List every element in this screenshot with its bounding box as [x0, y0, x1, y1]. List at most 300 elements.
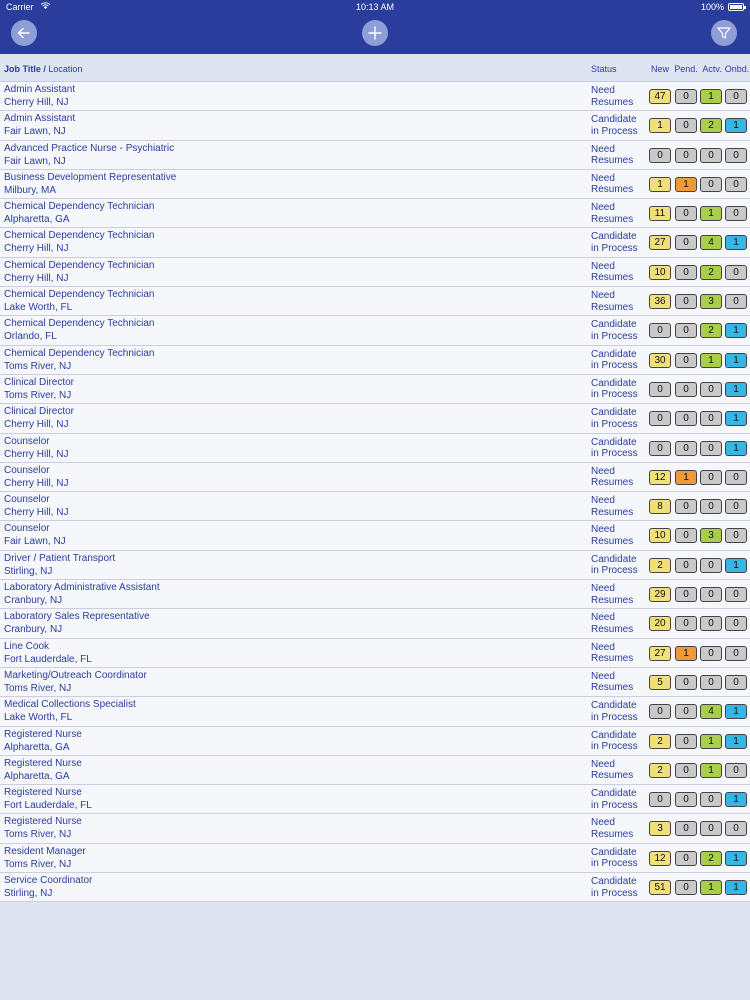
status-line-2: in Process	[591, 125, 638, 137]
job-title-header: Job Title	[4, 64, 41, 74]
job-title: Chemical Dependency Technician	[4, 347, 155, 359]
onboarded-count-badge[interactable]: 0	[725, 528, 747, 543]
job-status	[591, 642, 633, 665]
job-location: Fort Lauderdale, FL	[4, 653, 92, 665]
job-location: Cherry Hill, NJ	[4, 272, 69, 284]
job-title: Service Coordinator	[4, 875, 93, 887]
job-title: Admin Assistant	[4, 113, 76, 125]
active-count-badge[interactable]: 1	[700, 353, 722, 368]
new-count-badge[interactable]: 0	[649, 441, 671, 456]
status-line-1: Need	[591, 172, 615, 184]
job-location: Alpharetta, GA	[4, 214, 70, 226]
new-count-badge[interactable]: 20	[649, 616, 671, 631]
job-location: Cherry Hill, NJ	[4, 507, 69, 519]
onboarded-count-badge[interactable]: 0	[725, 646, 747, 661]
job-row[interactable]	[0, 873, 750, 902]
job-status	[591, 114, 638, 137]
onboarded-count-badge[interactable]: 0	[725, 294, 747, 309]
status-line-1: Candidate	[591, 788, 637, 800]
job-row[interactable]	[0, 609, 750, 638]
active-count-badge[interactable]: 0	[700, 792, 722, 807]
status-line-1: Need	[591, 143, 615, 155]
job-location: Cherry Hill, NJ	[4, 448, 69, 460]
pending-count-badge[interactable]: 0	[675, 528, 697, 543]
job-status	[591, 847, 638, 870]
job-title: Counselor	[4, 435, 50, 447]
job-title: Resident Manager	[4, 845, 86, 857]
status-line-2: Resumes	[591, 155, 634, 167]
pending-count-badge[interactable]: 1	[675, 646, 697, 661]
job-title: Chemical Dependency Technician	[4, 201, 155, 213]
job-status	[591, 290, 633, 313]
active-count-badge[interactable]: 0	[700, 558, 722, 573]
job-title: Registered Nurse	[4, 787, 82, 799]
job-row[interactable]	[0, 111, 750, 140]
pending-count-badge[interactable]: 0	[675, 734, 697, 749]
job-row[interactable]	[0, 346, 750, 375]
active-count-badge[interactable]: 0	[700, 587, 722, 602]
onboarded-count-badge[interactable]: 0	[725, 148, 747, 163]
status-line-2: Resumes	[591, 184, 634, 196]
job-title: Registered Nurse	[4, 728, 82, 740]
active-count-badge[interactable]: 4	[700, 704, 722, 719]
job-title: Counselor	[4, 523, 50, 535]
job-title: Counselor	[4, 494, 50, 506]
active-count-badge[interactable]: 1	[700, 206, 722, 221]
new-count-badge[interactable]: 30	[649, 353, 671, 368]
active-count-badge[interactable]: 2	[700, 265, 722, 280]
active-count-badge[interactable]: 1	[700, 880, 722, 895]
status-line-1: Need	[591, 85, 615, 96]
job-title: Medical Collections Specialist	[4, 699, 136, 711]
job-status	[591, 612, 633, 635]
job-row[interactable]	[0, 258, 750, 287]
onboarded-count-badge[interactable]: 0	[725, 587, 747, 602]
new-count-badge[interactable]: 0	[649, 411, 671, 426]
status-line-1: Candidate	[591, 876, 637, 888]
onboarded-count-badge[interactable]: 1	[725, 704, 747, 719]
job-location: Cherry Hill, NJ	[4, 97, 69, 108]
status-line-2: in Process	[591, 858, 638, 870]
new-count-badge[interactable]: 12	[649, 470, 671, 485]
job-status	[591, 554, 638, 577]
job-title: Admin Assistant	[4, 84, 76, 95]
job-location: Alpharetta, GA	[4, 741, 70, 753]
job-row[interactable]	[0, 375, 750, 404]
status-line-1: Candidate	[591, 319, 637, 331]
status-line-2: in Process	[591, 565, 638, 577]
new-count-badge[interactable]: 2	[649, 734, 671, 749]
pending-count-badge[interactable]: 0	[675, 89, 697, 104]
new-count-badge[interactable]: 27	[649, 235, 671, 250]
onboarded-count-badge[interactable]: 1	[725, 235, 747, 250]
status-line-2: Resumes	[591, 594, 634, 606]
status-line-1: Need	[591, 290, 615, 302]
job-status	[591, 261, 633, 284]
pending-count-badge[interactable]: 0	[675, 499, 697, 514]
job-location: Cherry Hill, NJ	[4, 477, 69, 489]
job-row[interactable]	[0, 580, 750, 609]
plus-icon	[367, 25, 383, 41]
job-status	[591, 730, 638, 753]
job-location: Cranbury, NJ	[4, 595, 63, 607]
job-location: Lake Worth, FL	[4, 712, 73, 724]
job-location: Toms River, NJ	[4, 829, 72, 841]
status-line-1: Need	[591, 495, 615, 507]
job-title: Marketing/Outreach Coordinator	[4, 669, 147, 681]
active-count-badge[interactable]: 0	[700, 646, 722, 661]
job-row[interactable]	[0, 199, 750, 228]
new-count-badge[interactable]: 36	[649, 294, 671, 309]
status-line-2: in Process	[591, 448, 638, 460]
job-row[interactable]	[0, 668, 750, 697]
job-location: Milbury, MA	[4, 184, 57, 196]
status-line-2: Resumes	[591, 682, 634, 694]
job-row[interactable]	[0, 814, 750, 843]
job-title: Registered Nurse	[4, 757, 82, 769]
status-line-1: Need	[591, 612, 615, 624]
pending-count-badge[interactable]: 0	[675, 441, 697, 456]
carrier-label: Carrier	[6, 2, 34, 12]
job-location: Stirling, NJ	[4, 565, 53, 577]
onboarded-count-badge[interactable]: 1	[725, 323, 747, 338]
job-row[interactable]	[0, 492, 750, 521]
status-line-1: Need	[591, 524, 615, 536]
job-row[interactable]	[0, 727, 750, 756]
job-row[interactable]	[0, 463, 750, 492]
job-location: Fair Lawn, NJ	[4, 126, 66, 138]
new-count-badge[interactable]: 0	[649, 704, 671, 719]
job-row[interactable]	[0, 844, 750, 873]
onboarded-count-badge[interactable]: 1	[725, 353, 747, 368]
active-count-badge[interactable]: 3	[700, 294, 722, 309]
pending-count-badge[interactable]: 0	[675, 704, 697, 719]
active-count-badge[interactable]: 4	[700, 235, 722, 250]
job-row[interactable]	[0, 316, 750, 345]
onboarded-count-badge[interactable]: 0	[725, 265, 747, 280]
job-status	[591, 495, 633, 518]
status-line-1: Need	[591, 670, 615, 682]
active-count-badge[interactable]: 2	[700, 118, 722, 133]
status-line-1: Need	[591, 583, 615, 595]
job-row[interactable]	[0, 756, 750, 785]
job-row[interactable]	[0, 697, 750, 726]
job-location: Fort Lauderdale, FL	[4, 800, 92, 812]
status-line-1: Candidate	[591, 231, 637, 243]
status-line-2: in Process	[591, 711, 638, 723]
pending-count-badge[interactable]: 0	[675, 411, 697, 426]
back-arrow-icon	[16, 25, 32, 41]
job-title: Line Cook	[4, 640, 50, 652]
status-line-2: Resumes	[591, 653, 634, 665]
job-title: Chemical Dependency Technician	[4, 289, 155, 301]
job-location: Cranbury, NJ	[4, 624, 63, 636]
new-count-badge[interactable]: 11	[649, 206, 671, 221]
filter-button[interactable]	[711, 20, 737, 46]
job-status	[591, 524, 633, 547]
onboarded-count-badge[interactable]: 1	[725, 118, 747, 133]
onboarded-count-badge[interactable]: 1	[725, 880, 747, 895]
job-title-location-header[interactable]	[4, 64, 82, 74]
onboarded-count-badge[interactable]: 0	[725, 470, 747, 485]
new-count-badge[interactable]: 10	[649, 528, 671, 543]
job-status	[591, 202, 633, 225]
job-status	[591, 319, 638, 342]
status-line-2: in Process	[591, 330, 638, 342]
status-line-1: Need	[591, 758, 615, 770]
job-status	[591, 876, 638, 899]
pending-count-badge[interactable]: 0	[675, 821, 697, 836]
pending-count-badge[interactable]: 0	[675, 206, 697, 221]
status-line-2: in Process	[591, 360, 638, 372]
pending-count-badge[interactable]: 0	[675, 382, 697, 397]
onboarded-count-badge[interactable]: 0	[725, 821, 747, 836]
job-title: Driver / Patient Transport	[4, 552, 116, 564]
job-location: Toms River, NJ	[4, 682, 72, 694]
new-count-badge[interactable]: 27	[649, 646, 671, 661]
new-count-badge[interactable]: 1	[649, 118, 671, 133]
active-count-badge[interactable]: 1	[700, 734, 722, 749]
status-line-2: Resumes	[591, 96, 634, 108]
pending-count-badge[interactable]: 0	[675, 265, 697, 280]
add-job-button[interactable]	[362, 20, 388, 46]
new-count-badge[interactable]: 0	[649, 148, 671, 163]
new-count-badge[interactable]: 0	[649, 792, 671, 807]
job-row[interactable]	[0, 287, 750, 316]
job-location: Lake Worth, FL	[4, 302, 73, 314]
onboarded-count-badge[interactable]: 0	[725, 89, 747, 104]
job-row[interactable]	[0, 228, 750, 257]
onboarded-count-badge[interactable]: 1	[725, 411, 747, 426]
pending-count-badge[interactable]: 0	[675, 675, 697, 690]
active-count-badge[interactable]: 0	[700, 177, 722, 192]
job-location: Orlando, FL	[4, 331, 57, 343]
new-count-badge[interactable]: 1	[649, 177, 671, 192]
job-title: Laboratory Administrative Assistant	[4, 582, 160, 594]
pending-count-badge[interactable]: 0	[675, 763, 697, 778]
status-line-2: in Process	[591, 741, 638, 753]
job-title: Business Development Representative	[4, 171, 177, 183]
active-count-badge[interactable]: 0	[700, 411, 722, 426]
status-line-2: in Process	[591, 799, 638, 811]
job-status	[591, 700, 638, 723]
active-count-badge[interactable]: 3	[700, 528, 722, 543]
status-line-2: in Process	[591, 242, 638, 254]
status-line-2: in Process	[591, 389, 638, 401]
active-header[interactable]: Actv.	[702, 64, 722, 74]
pending-count-badge[interactable]: 0	[675, 118, 697, 133]
status-line-1: Need	[591, 465, 615, 477]
status-line-2: Resumes	[591, 506, 634, 518]
pending-count-badge[interactable]: 0	[675, 616, 697, 631]
job-status	[591, 437, 638, 460]
status-line-2: Resumes	[591, 623, 634, 635]
new-count-badge[interactable]: 2	[649, 558, 671, 573]
onboarded-count-badge[interactable]: 1	[725, 792, 747, 807]
header-separator: /	[40, 64, 49, 74]
pending-count-badge[interactable]: 0	[675, 880, 697, 895]
status-line-1: Candidate	[591, 377, 637, 389]
pending-count-badge[interactable]: 0	[675, 323, 697, 338]
active-count-badge[interactable]: 0	[700, 148, 722, 163]
job-status	[591, 85, 633, 108]
job-location: Toms River, NJ	[4, 360, 72, 372]
battery-percent: 100%	[700, 2, 724, 12]
column-header-row	[0, 54, 750, 82]
onboarded-count-badge[interactable]: 1	[725, 558, 747, 573]
new-count-badge[interactable]: 0	[649, 382, 671, 397]
status-line-1: Candidate	[591, 407, 637, 419]
status-line-2: Resumes	[591, 213, 634, 225]
job-location: Fair Lawn, NJ	[4, 536, 66, 548]
onboarded-count-badge[interactable]: 1	[725, 851, 747, 866]
job-status	[591, 231, 638, 254]
job-status	[591, 378, 638, 401]
job-row[interactable]	[0, 434, 750, 463]
status-line-2: Resumes	[591, 770, 634, 782]
job-status	[591, 466, 633, 489]
job-status	[591, 583, 633, 606]
new-count-badge[interactable]: 8	[649, 499, 671, 514]
new-count-badge[interactable]: 10	[649, 265, 671, 280]
new-header[interactable]: New	[650, 64, 669, 74]
active-count-badge[interactable]: 0	[700, 616, 722, 631]
location-header: Location	[48, 64, 83, 74]
pending-count-badge[interactable]: 1	[675, 470, 697, 485]
pending-count-badge[interactable]: 0	[675, 353, 697, 368]
job-location: Alpharetta, GA	[4, 770, 70, 782]
active-count-badge[interactable]: 2	[700, 323, 722, 338]
active-count-badge[interactable]: 1	[700, 89, 722, 104]
job-row[interactable]	[0, 82, 750, 111]
job-row[interactable]	[0, 785, 750, 814]
status-line-1: Need	[591, 202, 615, 214]
active-count-badge[interactable]: 0	[700, 499, 722, 514]
job-location: Stirling, NJ	[4, 888, 53, 900]
job-status	[591, 759, 633, 782]
pending-count-badge[interactable]: 0	[675, 294, 697, 309]
status-line-2: in Process	[591, 418, 638, 430]
filter-icon	[716, 25, 732, 41]
status-line-2: Resumes	[591, 272, 634, 284]
new-count-badge[interactable]: 47	[649, 89, 671, 104]
onboarded-count-badge[interactable]: 0	[725, 206, 747, 221]
status-bar	[0, 0, 750, 14]
onboarded-count-badge[interactable]: 1	[725, 382, 747, 397]
status-line-1: Need	[591, 817, 615, 829]
new-count-badge[interactable]: 3	[649, 821, 671, 836]
pending-header[interactable]: Pend.	[674, 64, 698, 74]
onboarded-count-badge[interactable]: 0	[725, 177, 747, 192]
onboarded-header[interactable]: Onbd.	[724, 64, 750, 74]
active-count-badge[interactable]: 0	[700, 470, 722, 485]
onboarded-count-badge[interactable]: 1	[725, 734, 747, 749]
onboarded-count-badge[interactable]: 0	[725, 499, 747, 514]
status-line-1: Candidate	[591, 846, 637, 858]
job-title: Laboratory Sales Representative	[4, 611, 150, 623]
job-title: Clinical Director	[4, 406, 75, 418]
job-location: Cherry Hill, NJ	[4, 243, 69, 255]
new-count-badge[interactable]: 51	[649, 880, 671, 895]
status-line-2: Resumes	[591, 828, 634, 840]
active-count-badge[interactable]: 2	[700, 851, 722, 866]
status-line-1: Candidate	[591, 348, 637, 360]
new-count-badge[interactable]: 2	[649, 763, 671, 778]
status-header[interactable]: Status	[591, 64, 617, 74]
job-title: Clinical Director	[4, 376, 75, 388]
job-status	[591, 349, 638, 372]
status-line-1: Candidate	[591, 700, 637, 712]
job-title: Counselor	[4, 464, 50, 476]
pending-count-badge[interactable]: 0	[675, 148, 697, 163]
pending-count-badge[interactable]: 0	[675, 558, 697, 573]
pending-count-badge[interactable]: 1	[675, 177, 697, 192]
active-count-badge[interactable]: 0	[700, 821, 722, 836]
job-title: Chemical Dependency Technician	[4, 318, 155, 330]
job-status	[591, 173, 633, 196]
job-title: Advanced Practice Nurse - Psychiatric	[4, 142, 175, 154]
active-count-badge[interactable]: 1	[700, 763, 722, 778]
job-location: Toms River, NJ	[4, 858, 72, 870]
pending-count-badge[interactable]: 0	[675, 235, 697, 250]
status-line-1: Candidate	[591, 729, 637, 741]
status-line-2: in Process	[591, 887, 638, 899]
onboarded-count-badge[interactable]: 0	[725, 763, 747, 778]
onboarded-count-badge[interactable]: 0	[725, 675, 747, 690]
status-line-1: Candidate	[591, 553, 637, 565]
job-status	[591, 817, 633, 840]
job-title: Chemical Dependency Technician	[4, 259, 155, 271]
job-title: Chemical Dependency Technician	[4, 230, 155, 242]
active-count-badge[interactable]: 0	[700, 441, 722, 456]
job-location: Fair Lawn, NJ	[4, 155, 66, 167]
status-line-2: Resumes	[591, 535, 634, 547]
job-status	[591, 144, 633, 167]
pending-count-badge[interactable]: 0	[675, 587, 697, 602]
clock: 10:13 AM	[355, 2, 395, 12]
job-location: Cherry Hill, NJ	[4, 419, 69, 431]
new-count-badge[interactable]: 12	[649, 851, 671, 866]
new-count-badge[interactable]: 29	[649, 587, 671, 602]
job-status	[591, 671, 633, 694]
onboarded-count-badge[interactable]: 1	[725, 441, 747, 456]
job-status	[591, 788, 638, 811]
job-location: Toms River, NJ	[4, 389, 72, 401]
status-line-1: Candidate	[591, 114, 637, 126]
pending-count-badge[interactable]: 0	[675, 792, 697, 807]
new-count-badge[interactable]: 5	[649, 675, 671, 690]
status-line-2: Resumes	[591, 301, 634, 313]
active-count-badge[interactable]: 0	[700, 382, 722, 397]
job-row[interactable]	[0, 639, 750, 668]
status-line-1: Candidate	[591, 436, 637, 448]
job-row[interactable]	[0, 404, 750, 433]
top-navigation-bar	[0, 0, 750, 54]
back-button[interactable]	[11, 20, 37, 46]
status-line-2: Resumes	[591, 477, 634, 489]
active-count-badge[interactable]: 0	[700, 675, 722, 690]
job-row[interactable]	[0, 170, 750, 199]
job-status	[591, 407, 638, 430]
new-count-badge[interactable]: 0	[649, 323, 671, 338]
status-line-1: Need	[591, 260, 615, 272]
job-row[interactable]	[0, 521, 750, 550]
status-line-1: Need	[591, 641, 615, 653]
pending-count-badge[interactable]: 0	[675, 851, 697, 866]
onboarded-count-badge[interactable]: 0	[725, 616, 747, 631]
job-row[interactable]	[0, 551, 750, 580]
job-row[interactable]	[0, 141, 750, 170]
